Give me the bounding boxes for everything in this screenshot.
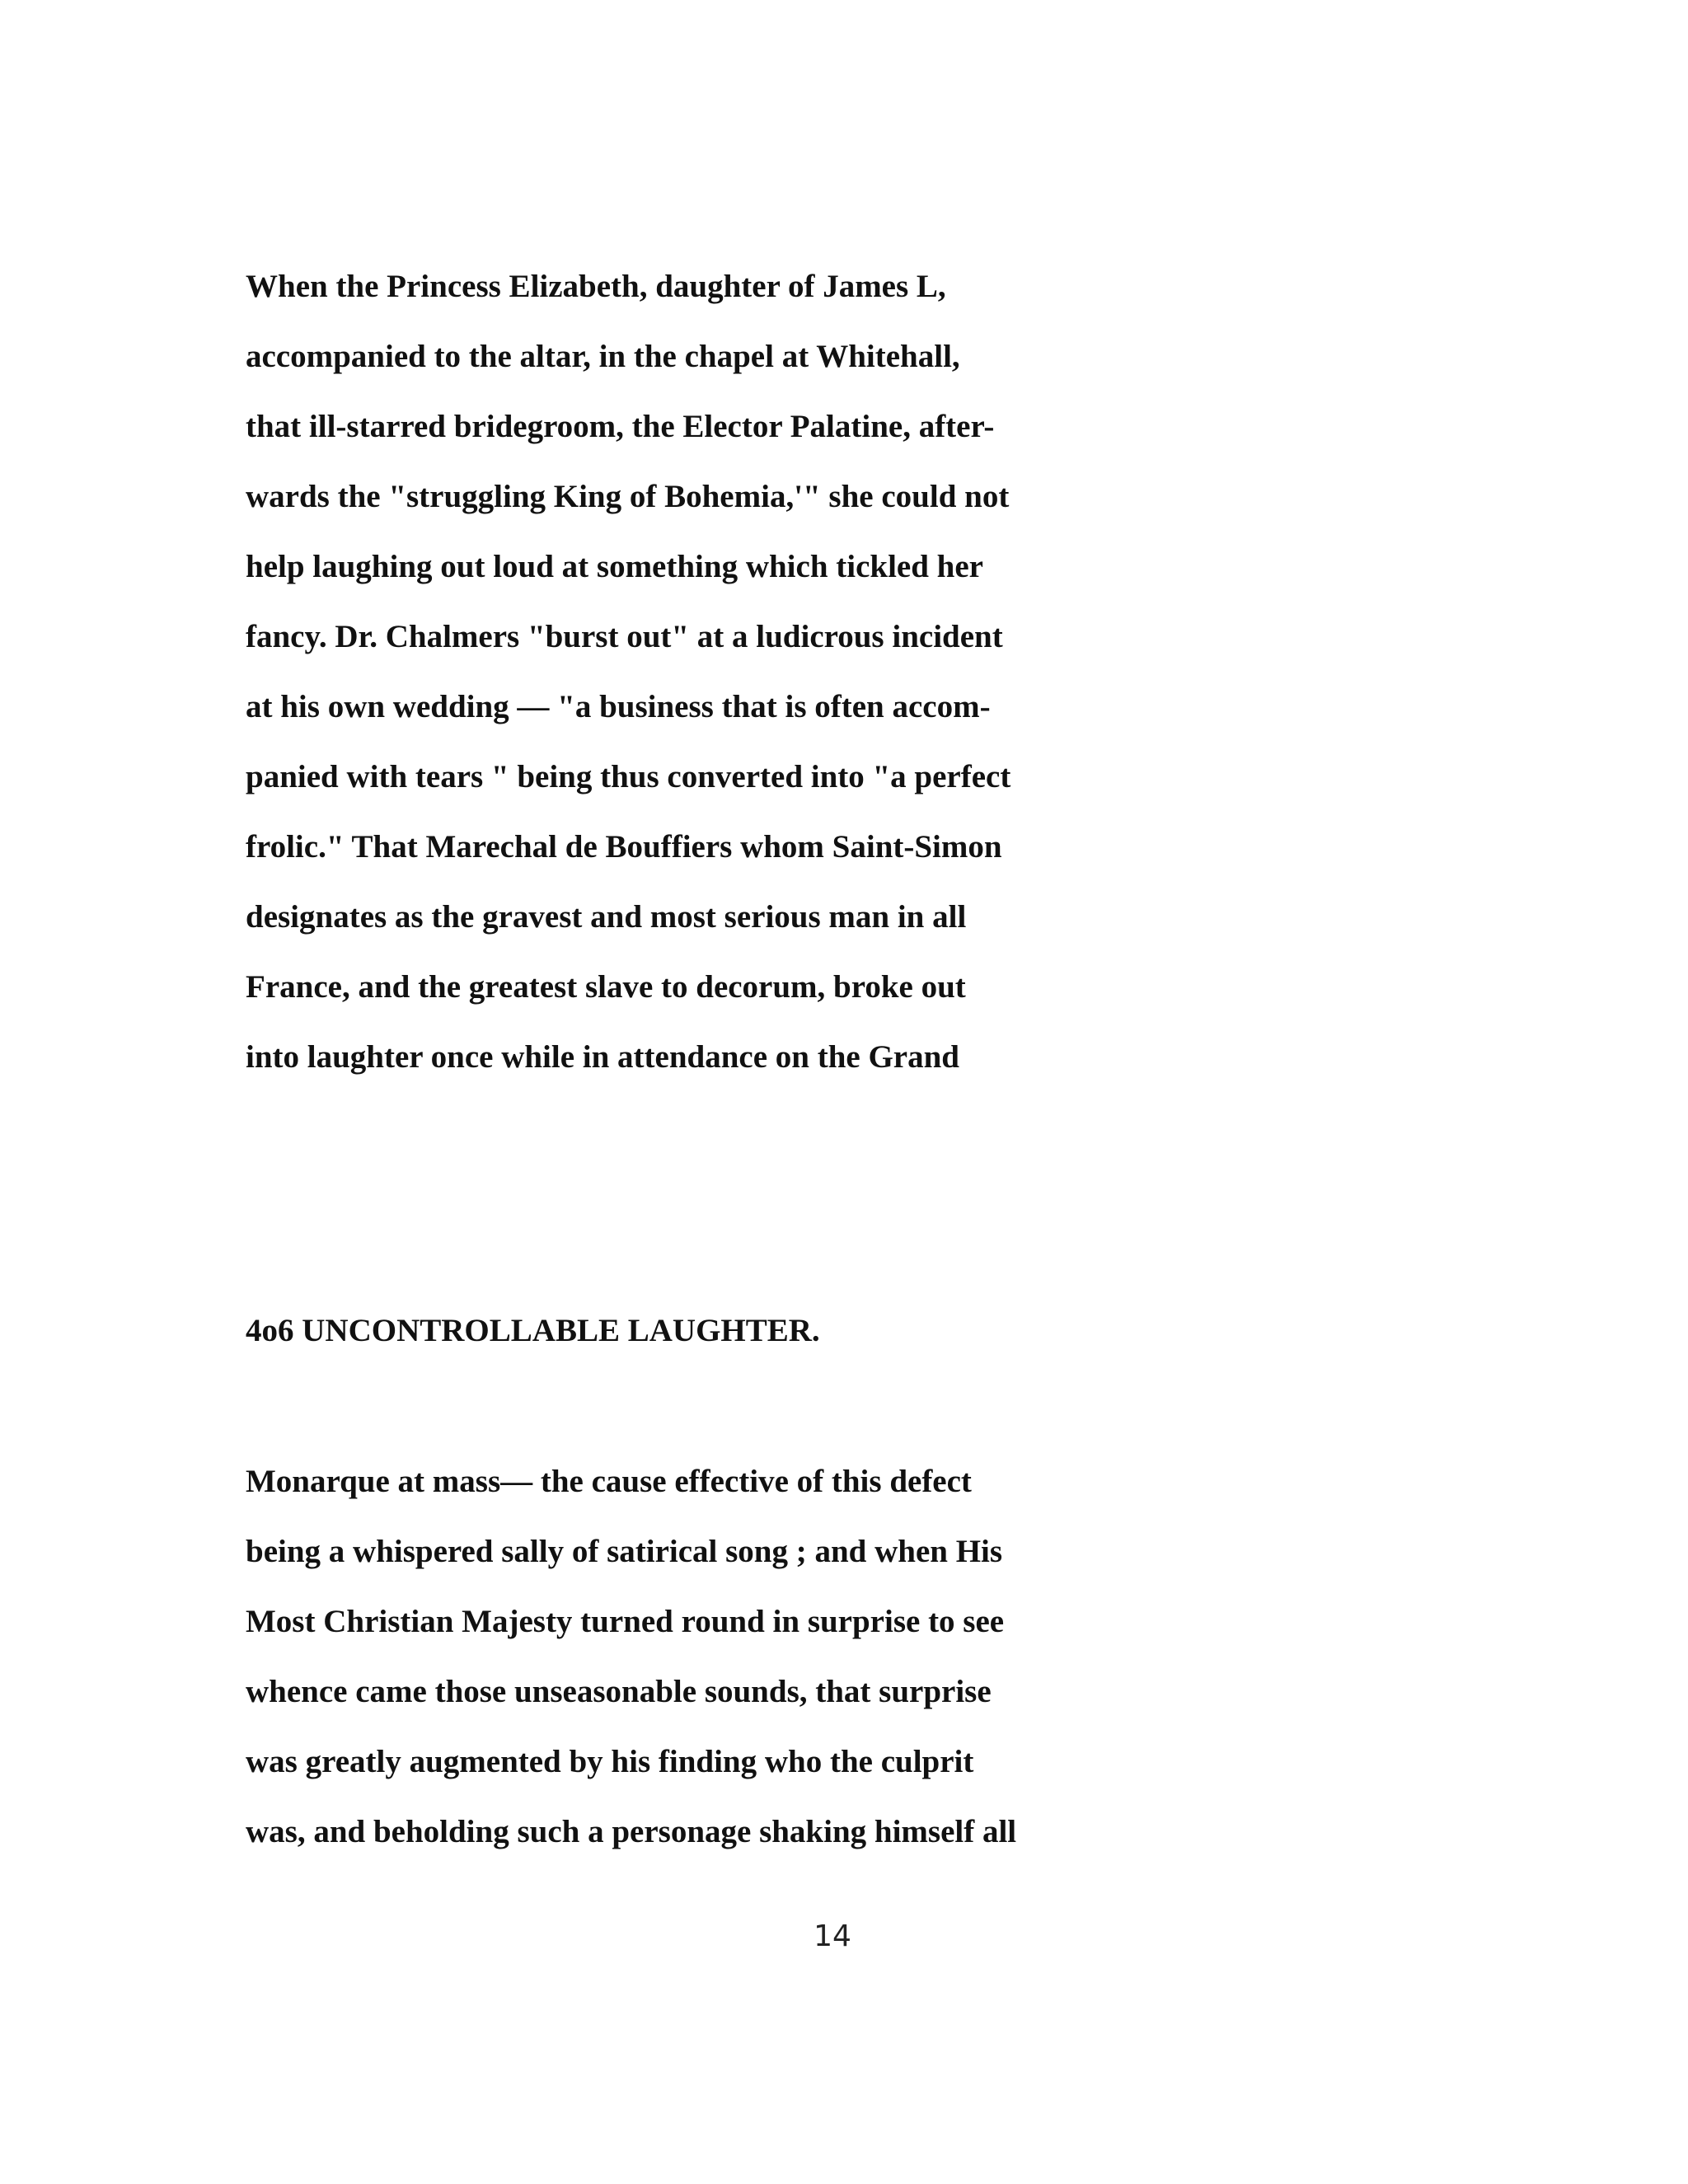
text-line: help laughing out loud at something which tickled her: [246, 549, 983, 584]
text-line: wards the "struggling King of Bohemia,'" she could not: [246, 479, 1010, 514]
paragraph-1: [246, 251, 1010, 1092]
text-line: Most Christian Majesty turned round in surprise to see: [246, 1604, 1005, 1639]
paragraph-2: [246, 1446, 1016, 1867]
text-line: Monarque at mass— the cause effective of this defect: [246, 1464, 972, 1499]
text-line: frolic." That Marechal de Bouffiers whom Saint-Simon: [246, 829, 1002, 865]
text-line: accompanied to the altar, in the chapel at Whitehall,: [246, 339, 960, 374]
text-line: whence came those unseasonable sounds, that surprise: [246, 1674, 992, 1709]
text-line: panied with tears " being thus converted into "a perfect: [246, 759, 1011, 794]
running-header: 4o6 UNCONTROLLABLE LAUGHTER.: [246, 1313, 820, 1348]
text-line: was, and beholding such a personage shaking himself all: [246, 1814, 1017, 1849]
text-line: designates as the gravest and most serious man in all: [246, 899, 967, 935]
text-line: was greatly augmented by his finding who the culprit: [246, 1744, 974, 1779]
text-line: at his own wedding — "a business that is often accom-: [246, 689, 991, 724]
text-line: France, and the greatest slave to decorum, broke out: [246, 969, 966, 1005]
text-line: being a whispered sally of satirical song ; and when His: [246, 1534, 1003, 1569]
text-line: into laughter once while in attendance on the Grand: [246, 1039, 959, 1075]
text-line: that ill-starred bridegroom, the Elector Palatine, after-: [246, 409, 995, 444]
text-line: When the Princess Elizabeth, daughter of James L,: [246, 269, 946, 304]
page-number: 14: [814, 1919, 851, 1953]
text-line: fancy. Dr. Chalmers "burst out" at a ludicrous incident: [246, 619, 1003, 654]
